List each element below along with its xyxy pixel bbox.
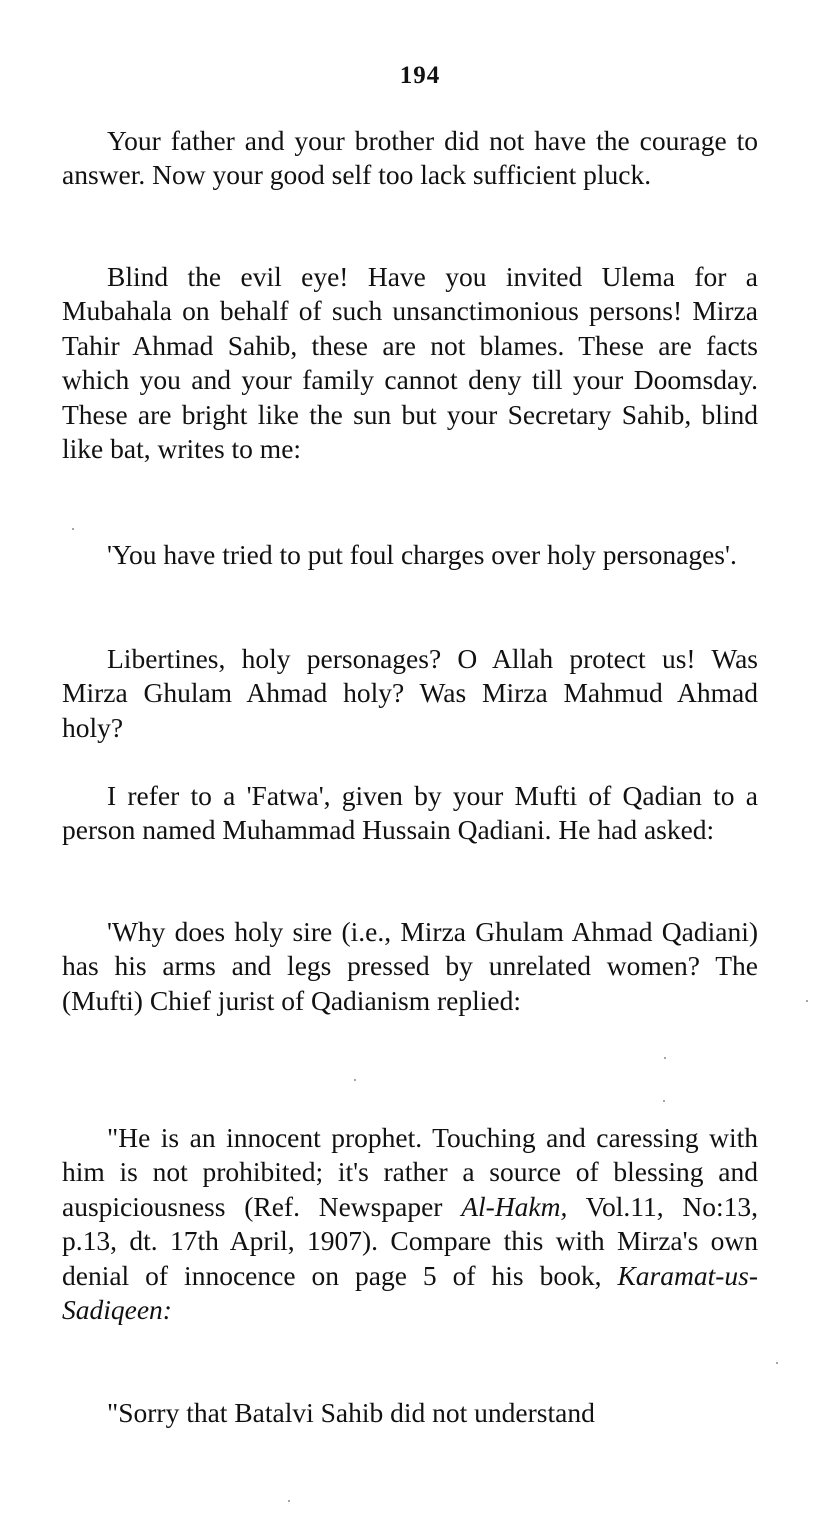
paragraph-8-text: "Sorry that Batalvi Sahib did not understand: [107, 1397, 595, 1428]
scan-speck: [776, 1362, 778, 1364]
paragraph-4: [62, 642, 758, 745]
paragraph-8-quote: [62, 1396, 758, 1430]
page-number: 194: [399, 62, 441, 89]
scan-speck: [664, 1057, 666, 1059]
paragraph-2: [62, 260, 758, 466]
paragraph-3-text: 'You have tried to put foul charges over holy personages'.: [107, 539, 737, 570]
paragraph-6-text: 'Why does holy sire (i.e., Mirza Ghulam Ahmad Qadiani) has his arms and legs pressed by unrelated women? The (Mufti) Chief jurist of Qadianism replied:: [62, 916, 758, 1016]
scan-speck: [663, 1100, 665, 1102]
scan-speck: [806, 1000, 808, 1002]
scan-speck: [354, 1079, 356, 1081]
scan-speck: [72, 528, 74, 530]
paragraph-3-quote: [62, 538, 758, 572]
paragraph-1: [62, 124, 758, 193]
book-title: Karamat-us-Sadiqeen:: [62, 1259, 758, 1326]
paragraph-1-text: Your father and your brother did not have the courage to answer. Now your good self too lack sufficient pluck.: [62, 125, 758, 191]
paragraph-6-quote: [62, 915, 758, 1018]
paragraph-7-quote: [62, 1121, 758, 1327]
paragraph-7-text-b: Vol.11, No:13, p.13, dt. 17th April, 1907). Compare this with Mirza's own denial of innocence on page 5 of his book,: [62, 1190, 758, 1291]
newspaper-title: Al-Hakm,: [461, 1190, 568, 1222]
paragraph-5-text: I refer to a 'Fatwa', given by your Mufti of Qadian to a person named Muhammad Hussain Qadiani. He had asked:: [62, 780, 758, 846]
scan-speck: [288, 1500, 290, 1502]
paragraph-4-text: Libertines, holy personages? O Allah protect us! Was Mirza Ghulam Ahmad holy? Was Mirza Mahmud Ahmad holy?: [62, 643, 758, 743]
paragraph-7-text-a: "He is an innocent prophet. Touching and caressing with him is not prohibited; it's rather a source of blessing and auspiciousness (Ref. Newspaper: [62, 1122, 758, 1222]
paragraph-5: [62, 779, 758, 848]
paragraph-2-text: Blind the evil eye! Have you invited Ulema for a Mubahala on behalf of such unsanctimonious persons! Mirza Tahir Ahmad Sahib, these are not blames. These are facts which you and your family cannot deny till your Doomsday. These are bright like the sun but your Secretary Sahib, blind like bat, writes to me:: [62, 261, 758, 465]
